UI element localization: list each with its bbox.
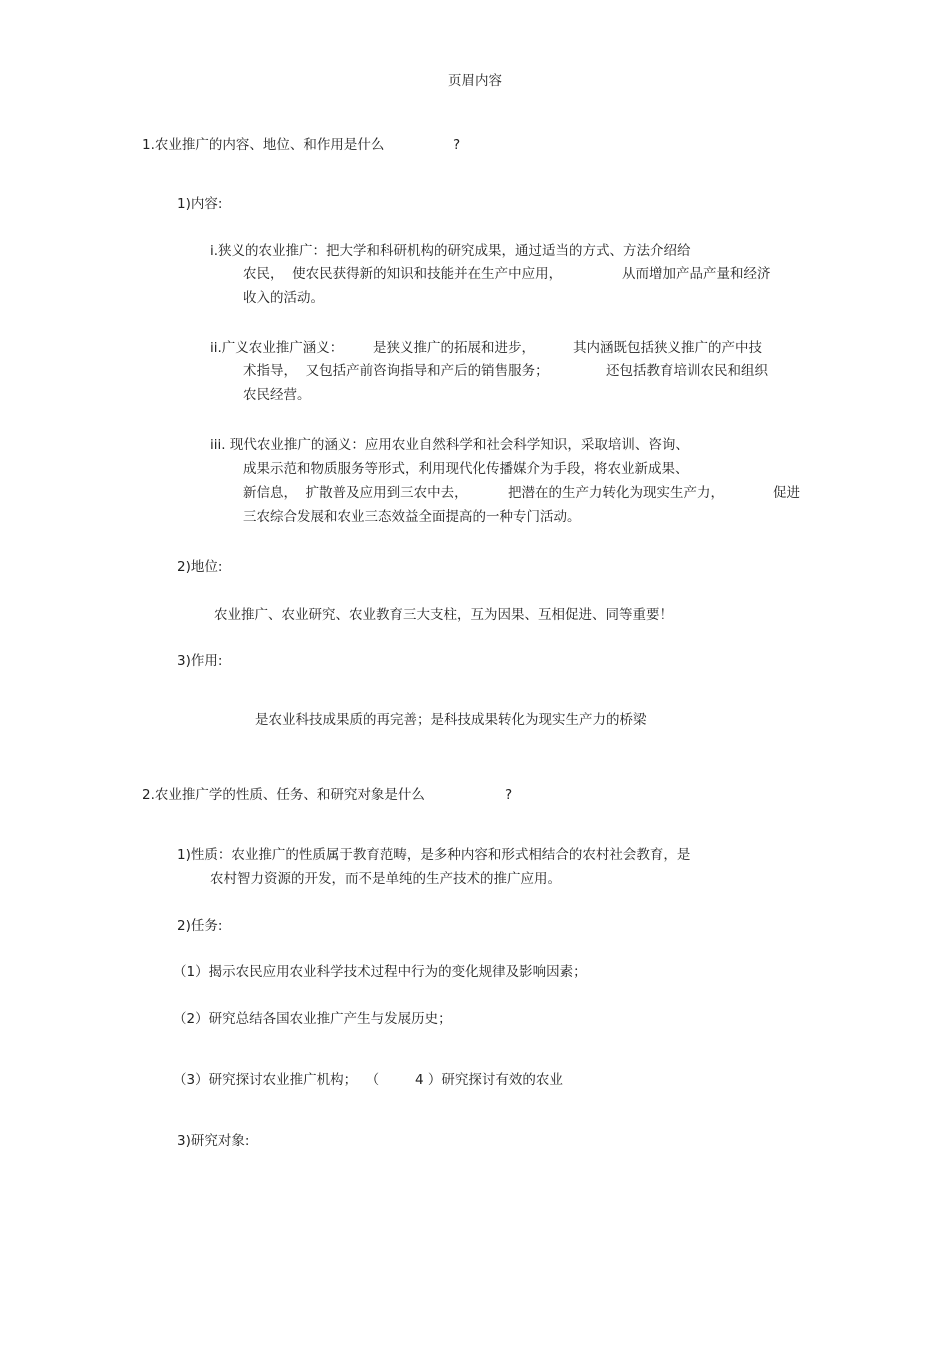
status-label: 2)地位: [177,559,223,575]
research-object-label: 3)研究对象: [177,1133,250,1149]
nature-line-2: 农村智力资源的开发，而不是单纯的生产技术的推广应用。 [210,871,561,887]
nature-line-1: 1)性质：农业推广的性质属于教育范畴，是多种内容和形式相结合的农村社会教育，是 [177,847,691,863]
task-item-3: （3）研究探讨农业推广机构； （ [173,1072,380,1088]
narrow-definition-line-3: 收入的活动。 [243,290,324,306]
modern-definition-line-2: 成果示范和物质服务等形式，利用现代化传播媒介为手段，将农业新成果、 [243,461,689,477]
question-2-mark: ? [505,787,513,803]
modern-definition-line-3a: 新信息， 扩散普及应用到三农中去， [243,485,468,501]
task-item-1: （1）揭示农民应用农业科学技术过程中行为的变化规律及影响因素； [173,964,587,980]
question-1-title: 1.农业推广的内容、地位、和作用是什么 [142,137,385,153]
broad-definition-line-2b: 还包括教育培训农民和组织 [606,363,768,379]
task-label: 2)任务: [177,918,223,934]
modern-definition-line-4: 三农综合发展和农业三态效益全面提高的一种专门活动。 [243,509,581,525]
status-text: 农业推广、农业研究、农业教育三大支柱，互为因果、互相促进、同等重要！ [214,607,673,623]
broad-definition-line-3: 农民经营。 [243,387,311,403]
question-1-mark: ? [453,137,461,153]
modern-definition-line-3b: 把潜在的生产力转化为现实生产力， [508,485,724,501]
broad-definition-line-1b: 是狭义推广的拓展和进步， [373,340,535,356]
modern-definition-line-1: iii. 现代农业推广的涵义：应用农业自然科学和社会科学知识，采取培训、咨询、 [210,437,689,453]
role-text: 是农业科技成果质的再完善；是科技成果转化为现实生产力的桥梁 [255,712,647,728]
content-label: 1)内容: [177,196,223,212]
narrow-definition-line-2a: 农民， 使农民获得新的知识和技能并在生产中应用， [243,266,563,282]
page-header: 页眉内容 [448,73,502,89]
narrow-definition-line-2b: 从而增加产品产量和经济 [622,266,771,282]
narrow-definition-line-1: i.狭义的农业推广：把大学和科研机构的研究成果，通过适当的方式、方法介绍给 [210,243,691,259]
task-item-4: 4 ）研究探讨有效的农业 [415,1072,563,1088]
modern-definition-line-3c: 促进 [773,485,800,501]
broad-definition-line-1c: 其内涵既包括狭义推广的产中技 [573,340,762,356]
broad-definition-line-2a: 术指导， 又包括产前咨询指导和产后的销售服务； [243,363,549,379]
question-2-title: 2.农业推广学的性质、任务、和研究对象是什么 [142,787,425,803]
broad-definition-line-1a: ii.广义农业推广涵义： [210,340,344,356]
task-item-2: （2）研究总结各国农业推广产生与发展历史； [173,1011,452,1027]
role-label: 3)作用: [177,653,223,669]
